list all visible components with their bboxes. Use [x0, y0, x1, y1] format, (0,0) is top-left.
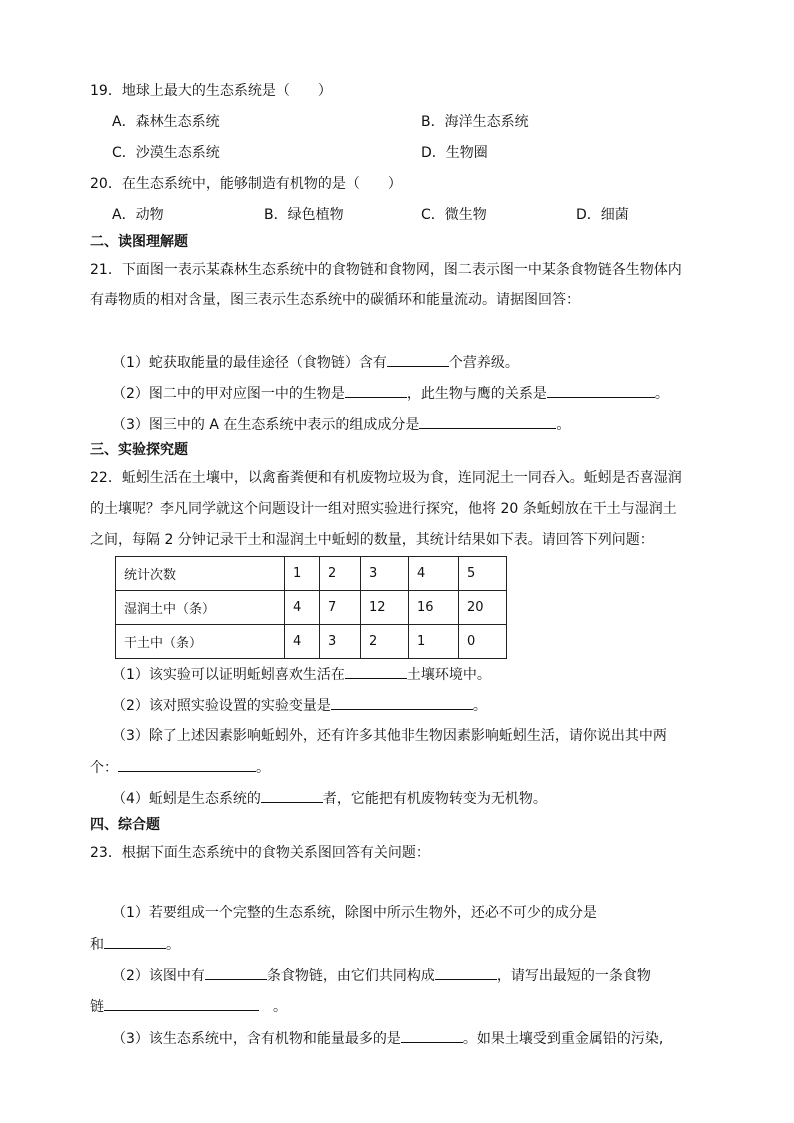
answer-blank[interactable] [345, 383, 407, 398]
q19-option-d: D．生物圈 [421, 145, 488, 161]
answer-blank[interactable] [104, 996, 259, 1011]
table-cell: 4 [409, 557, 459, 591]
q20-option-c: C．微生物 [421, 207, 487, 223]
q21-part1: （1）蛇获取能量的最佳途径（食物链）含有 个营养级。 [112, 352, 519, 373]
q19-stem: 19．地球上最大的生态系统是（ ） [90, 83, 332, 99]
q19-option-b: B．海洋生态系统 [421, 114, 529, 130]
table-cell: 2 [361, 625, 409, 659]
q23-part2-line2: 链 。 [90, 996, 287, 1017]
answer-blank[interactable] [331, 695, 473, 710]
table-cell: 0 [459, 625, 507, 659]
table-cell: 1 [409, 625, 459, 659]
table-cell: 20 [459, 591, 507, 625]
table-cell: 7 [320, 591, 361, 625]
q22-stem-line3: 之间，每隔 2 分钟记录干土和湿润土中蚯蚓的数量，其统计结果如下表。请回答下列问题： [90, 532, 654, 548]
answer-blank[interactable] [205, 965, 267, 980]
table-cell: 3 [361, 557, 409, 591]
q23-stem: 23．根据下面生态系统中的食物关系图回答有关问题： [90, 845, 430, 861]
table-cell: 干土中（条） [116, 625, 285, 659]
q23-part2-line1: （2）该图中有 条食物链，由它们共同构成 ，请写出最短的一条食物 [112, 965, 651, 986]
q21-part3: （3）图三中的 A 在生态系统中表示的组成成分是 。 [112, 414, 570, 435]
section-heading-4: 四、综合题 [90, 817, 160, 833]
q22-part2: （2）该对照实验设置的实验变量是 。 [112, 695, 487, 716]
table-row [116, 625, 507, 659]
answer-blank[interactable] [104, 934, 166, 949]
earthworm-count-table [115, 556, 507, 659]
q21-stem-line2: 有毒物质的相对含量，图三表示生态系统中的碳循环和能量流动。请据图回答： [90, 292, 580, 308]
answer-blank[interactable] [435, 965, 497, 980]
table-cell: 12 [361, 591, 409, 625]
q23-part3: （3）该生态系统中，含有机物和能量最多的是 。如果土壤受到重金属铅的污染, [112, 1028, 663, 1049]
q22-stem-line2: 的土壤呢？李凡同学就这个问题设计一组对照实验进行探究，他将 20 条蚯蚓放在干土与湿润土 [90, 501, 677, 517]
table-cell: 统计次数 [116, 557, 285, 591]
answer-blank[interactable] [118, 757, 256, 772]
q19-option-c: C．沙漠生态系统 [112, 145, 220, 161]
section-heading-2: 二、读图理解题 [90, 234, 188, 250]
q22-stem-line1: 22．蚯蚓生活在土壤中，以禽畜粪便和有机废物垃圾为食，连同泥土一同吞入。蚯蚓是否喜湿润 [90, 470, 682, 486]
q22-part4: （4）蚯蚓是生态系统的 者，它能把有机废物转变为无机物。 [112, 788, 547, 809]
answer-blank[interactable] [261, 788, 323, 803]
answer-blank[interactable] [387, 352, 449, 367]
q20-stem: 20．在生态系统中，能够制造有机物的是（ ） [90, 176, 402, 192]
table-cell: 湿润土中（条） [116, 591, 285, 625]
q19-option-a: A．森林生态系统 [112, 114, 220, 130]
q22-part1: （1）该实验可以证明蚯蚓喜欢生活在 土壤环境中。 [112, 664, 491, 685]
table-cell: 4 [285, 625, 320, 659]
table-cell: 16 [409, 591, 459, 625]
answer-blank[interactable] [547, 383, 655, 398]
q20-option-a: A．动物 [112, 207, 164, 223]
section-heading-3: 三、实验探究题 [90, 442, 188, 458]
table-cell: 4 [285, 591, 320, 625]
q21-stem-line1: 21．下面图一表示某森林生态系统中的食物链和食物网，图二表示图一中某条食物链各生物体内 [90, 262, 682, 278]
q20-option-d: D．细菌 [576, 207, 629, 223]
q22-part3-line1: （3）除了上述因素影响蚯蚓外，还有许多其他非生物因素影响蚯蚓生活，请你说出其中两 [112, 728, 667, 744]
table-row [116, 591, 507, 625]
q23-part1-line1: （1）若要组成一个完整的生态系统，除图中所示生物外，还必不可少的成分是 [112, 905, 597, 921]
q23-part1-line2: 和 。 [90, 934, 180, 955]
answer-blank[interactable] [419, 414, 556, 429]
answer-blank[interactable] [401, 1028, 463, 1043]
table-cell: 1 [285, 557, 320, 591]
q21-part2: （2）图二中的甲对应图一中的生物是 ，此生物与鹰的关系是 。 [112, 383, 669, 404]
table-cell: 2 [320, 557, 361, 591]
q22-part3-line2: 个： 。 [90, 757, 270, 778]
answer-blank[interactable] [345, 664, 407, 679]
q20-option-b: B．绿色植物 [264, 207, 344, 223]
table-cell: 5 [459, 557, 507, 591]
table-cell: 3 [320, 625, 361, 659]
table-row [116, 557, 507, 591]
